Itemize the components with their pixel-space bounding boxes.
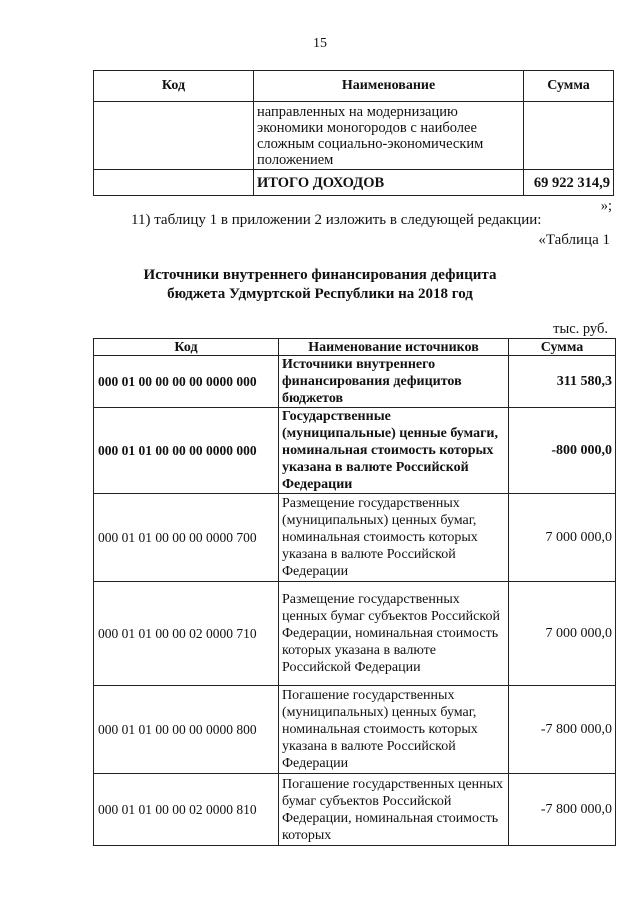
- table-row: [94, 494, 616, 582]
- units-label: тыс. руб.: [553, 321, 608, 337]
- column-header-name: Наименование источников: [279, 339, 509, 356]
- table-row: [94, 102, 614, 170]
- table-label: «Таблица 1: [538, 232, 610, 248]
- row-sum: 7 000 000,0: [509, 582, 616, 686]
- row-sum: [524, 102, 614, 170]
- row-name: Источники внутреннего финансирования дефицитов бюджетов: [279, 356, 509, 408]
- row-name: Погашение государственных ценных бумаг субъектов Российской Федерации, номинальная стоимость которых: [279, 774, 509, 846]
- table-row: [94, 356, 616, 408]
- row-sum: -7 800 000,0: [509, 774, 616, 846]
- row-name: Размещение государственных ценных бумаг субъектов Российской Федерации, номинальная стоимость которых указана в валюте Российской Федерации: [279, 582, 509, 686]
- row-sum: -7 800 000,0: [509, 686, 616, 774]
- table-row: [94, 582, 616, 686]
- total-sum: 69 922 314,9: [524, 170, 614, 196]
- column-header-code: Код: [94, 71, 254, 102]
- row-name: направленных на модернизацию экономики моногородов с наиболее сложным социально-экономическим положением: [254, 102, 524, 170]
- row-code: 000 01 01 00 00 02 0000 710: [94, 582, 279, 686]
- income-table-continuation: [93, 70, 614, 196]
- table-title-line-2: бюджета Удмуртской Республики на 2018 год: [167, 286, 473, 302]
- column-header-code: Код: [94, 339, 279, 356]
- table-header-row: [94, 71, 614, 102]
- page-number: 15: [313, 36, 327, 51]
- table-row: [94, 408, 616, 494]
- row-code: [94, 170, 254, 196]
- row-code: 000 01 00 00 00 00 0000 000: [94, 356, 279, 408]
- row-sum: 7 000 000,0: [509, 494, 616, 582]
- total-label: ИТОГО ДОХОДОВ: [254, 170, 524, 196]
- table-row: [94, 686, 616, 774]
- row-code: 000 01 01 00 00 00 0000 800: [94, 686, 279, 774]
- closing-quote: »;: [600, 198, 612, 214]
- table-row: [94, 774, 616, 846]
- row-sum: -800 000,0: [509, 408, 616, 494]
- row-code: 000 01 01 00 00 00 0000 700: [94, 494, 279, 582]
- table-title: [0, 266, 640, 304]
- column-header-name: Наименование: [254, 71, 524, 102]
- column-header-sum: Сумма: [509, 339, 616, 356]
- row-code: 000 01 01 00 00 00 0000 000: [94, 408, 279, 494]
- row-name: Размещение государственных (муниципальных) ценных бумаг, номинальная стоимость которых указана в валюте Российской Федерации: [279, 494, 509, 582]
- amendment-instruction: 11) таблицу 1 в приложении 2 изложить в следующей редакции:: [131, 212, 542, 228]
- financing-sources-table: [93, 338, 616, 846]
- row-name: Погашение государственных (муниципальных) ценных бумаг, номинальная стоимость которых указана в валюте Российской Федерации: [279, 686, 509, 774]
- row-name: Государственные (муниципальные) ценные бумаги, номинальная стоимость которых указана в валюте Российской Федерации: [279, 408, 509, 494]
- table-header-row: [94, 339, 616, 356]
- row-code: 000 01 01 00 00 02 0000 810: [94, 774, 279, 846]
- total-row: [94, 170, 614, 196]
- column-header-sum: Сумма: [524, 71, 614, 102]
- row-sum: 311 580,3: [509, 356, 616, 408]
- row-code: [94, 102, 254, 170]
- table-title-line-1: Источники внутреннего финансирования дефицита: [143, 267, 497, 283]
